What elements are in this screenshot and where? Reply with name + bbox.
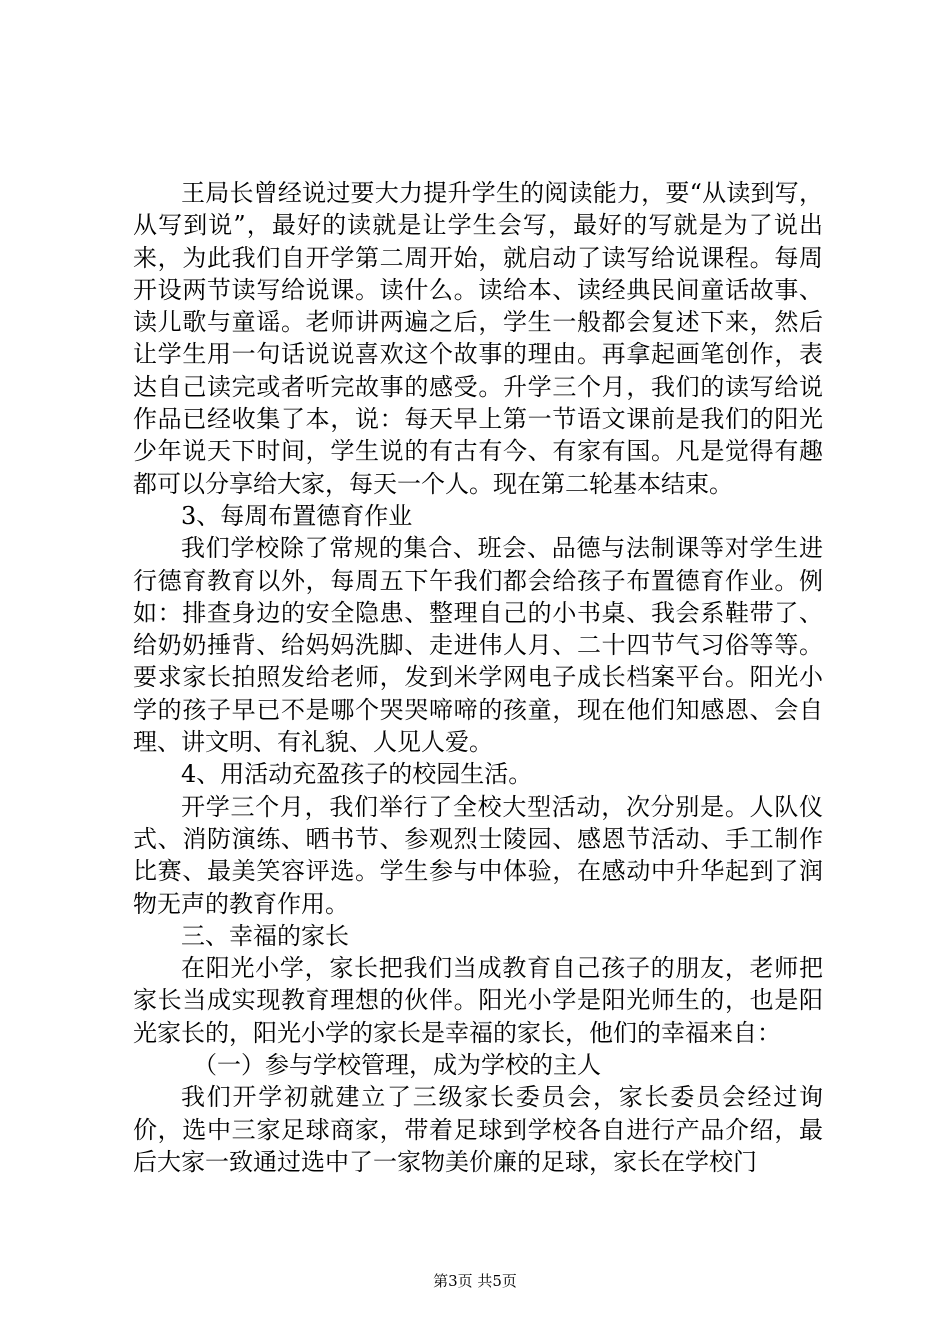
heading-school-management: （一）参与学校管理，成为学校的主人 bbox=[193, 1051, 601, 1080]
paragraph-parent-committee: 我们开学初就建立了三级家长委员会，家长委员会经过询价，选中三家足球商家，带着足球到学校各自进行产品介绍，最后大家一致通过选中了一家物美价廉的足球，家长在学校门 bbox=[133, 1083, 823, 1176]
document-body bbox=[133, 177, 823, 1178]
paragraph-reading-program: 王局长曾经说过要大力提升学生的阅读能力，要“从读到写，从写到说”，最好的读就是让学生会写，最好的写就是为了说出来，为此我们自开学第二周开始，就启动了读写给说课程。每周开设两节读写给说课。读什么。读给本、读经典民间童话故事、读儿歌与童谣。老师讲两遍之后，学生一般都会复述下来，然后让学生用一句话说说喜欢这个故事的理由。再拿起画笔创作，表达自己读完或者听完故事的感受。升学三个月，我们的读写给说作品已经收集了本，说：每天早上第一节语文课前是我们的阳光少年说天下时间，学生说的有古有今、有家有国。凡是觉得有趣都可以分享给大家，每天一个人。现在第二轮基本结束。 bbox=[133, 179, 823, 498]
heading-happy-parents: 三、幸福的家长 bbox=[181, 921, 349, 950]
page-footer: 第3页 共5页 bbox=[433, 1272, 517, 1290]
paragraph-campus-activities: 开学三个月，我们举行了全校大型活动，次分别是。人队仪式、消防演练、晒书节、参观烈士陵园、感恩节活动、手工制作比赛、最美笑容评选。学生参与中体验，在感动中升华起到了润物无声的教育作用。 bbox=[133, 792, 823, 918]
paragraph-happy-parents: 在阳光小学，家长把我们当成教育自己孩子的朋友，老师把家长当成实现教育理想的伙伴。阳光小学是阳光师生的，也是阳光家长的，阳光小学的家长是幸福的家长，他们的幸福来自： bbox=[133, 954, 823, 1047]
heading-campus-activities: 4、用活动充盈孩子的校园生活。 bbox=[181, 760, 533, 789]
paragraph-moral-homework: 我们学校除了常规的集合、班会、品德与法制课等对学生进行德育教育以外，每周五下午我们都会给孩子布置德育作业。例如：排查身边的安全隐患、整理自己的小书桌、我会系鞋带了、给奶奶捶背、给妈妈洗脚、走进伟人月、二十四节气习俗等等。要求家长拍照发给老师，发到米学网电子成长档案平台。阳光小学的孩子早已不是哪个哭哭啼啼的孩童，现在他们知感恩、会自理、讲文明、有礼貌、人见人爱。 bbox=[133, 534, 823, 757]
heading-moral-homework: 3、每周布置德育作业 bbox=[181, 501, 413, 530]
